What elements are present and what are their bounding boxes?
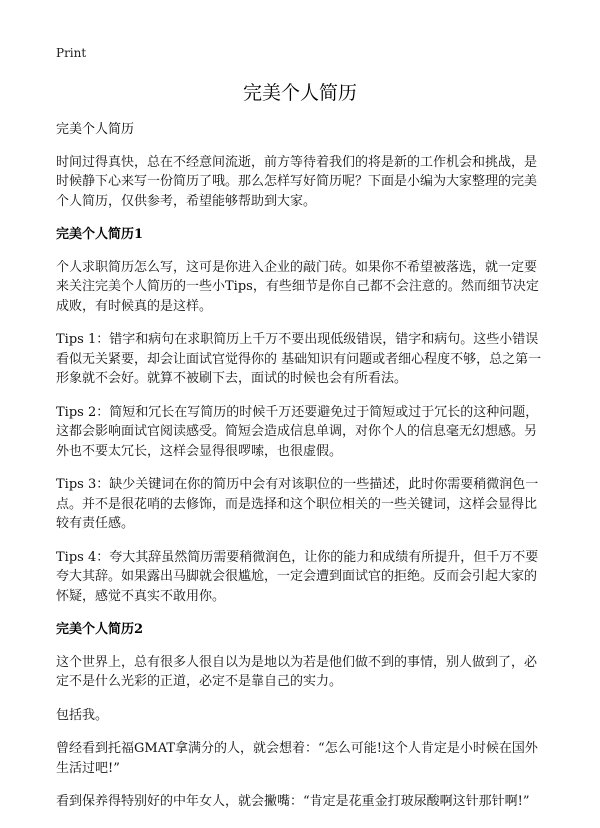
section-2-heading: 完美个人简历2	[56, 622, 144, 637]
tip-2-paragraph: Tips 2：简短和冗长在写简历的时候千万还要避免过于简短或过于冗长的这种问题，这都会影响面试官阅读感受。简短会造成信息单调，对你个人的信息毫无幻想感。另外也不要太冗长，这样会显得很啰嗦，也很虚假。	[56, 404, 539, 459]
section-2-paragraph: 包括我。	[56, 707, 109, 723]
section-1-paragraph: 个人求职简历怎么写，这可是你进入企业的敲门砖。如果你不希望被落选，就一定要来关注完美个人简历的一些小Tips，有些细节是你自己都不会注意的。然而细节决定成败，有时候真的是这样。	[56, 259, 539, 314]
section-2-paragraph: 曾经看到托福GMAT拿满分的人，就会想着：“怎么可能!这个人肯定是小时候在国外生活过吧!”	[56, 741, 538, 776]
intro-paragraph: 时间过得真快，总在不经意间流逝，前方等待着我们的将是新的工作机会和挑战，是时候静下心来写一份简历了哦。那么怎样写好简历呢？下面是小编为大家整理的完美个人简历，仅供参考，希望能够帮助到大家。	[56, 154, 538, 209]
tip-4-paragraph: Tips 4：夸大其辞虽然简历需要稍微润色，让你的能力和成绩有所提升，但千万不要夸大其辞。如果露出马脚就会很尴尬，一定会遭到面试官的拒绝。反而会引起大家的怀疑，感觉不真实不敢用你。	[56, 549, 539, 604]
document-title: 完美个人简历	[242, 82, 357, 104]
print-link[interactable]: Print	[56, 46, 87, 60]
section-2-paragraph: 看到保养得特别好的中年女人，就会撇嘴：“肯定是花重金打玻尿酸啊这针那针啊!”	[56, 794, 530, 809]
tip-3-paragraph: Tips 3：缺少关键词在你的简历中会有对该职位的一些描述，此时你需要稍微润色一点。并不是很花哨的去修饰，而是选择和这个职位相关的一些关键词，这样会显得比较有责任感。	[56, 477, 539, 531]
tip-1-paragraph: Tips 1：错字和病句在求职简历上千万不要出现低级错误，错字和病句。这些小错误看似无关紧要，却会让面试官觉得你的 基础知识有问题或者细心程度不够，总之第一形象就不会好。就算不被刷下去，面试的时候也会有所看法。	[56, 332, 542, 386]
document-body	[56, 120, 546, 812]
section-2-paragraph: 这个世界上，总有很多人很自以为是地以为若是他们做不到的事情，别人做到了，必定不是什么光彩的正道，必定不是靠自己的实力。	[56, 654, 538, 689]
section-1-heading: 完美个人简历1	[56, 227, 144, 242]
document-subtitle: 完美个人简历	[56, 122, 135, 137]
